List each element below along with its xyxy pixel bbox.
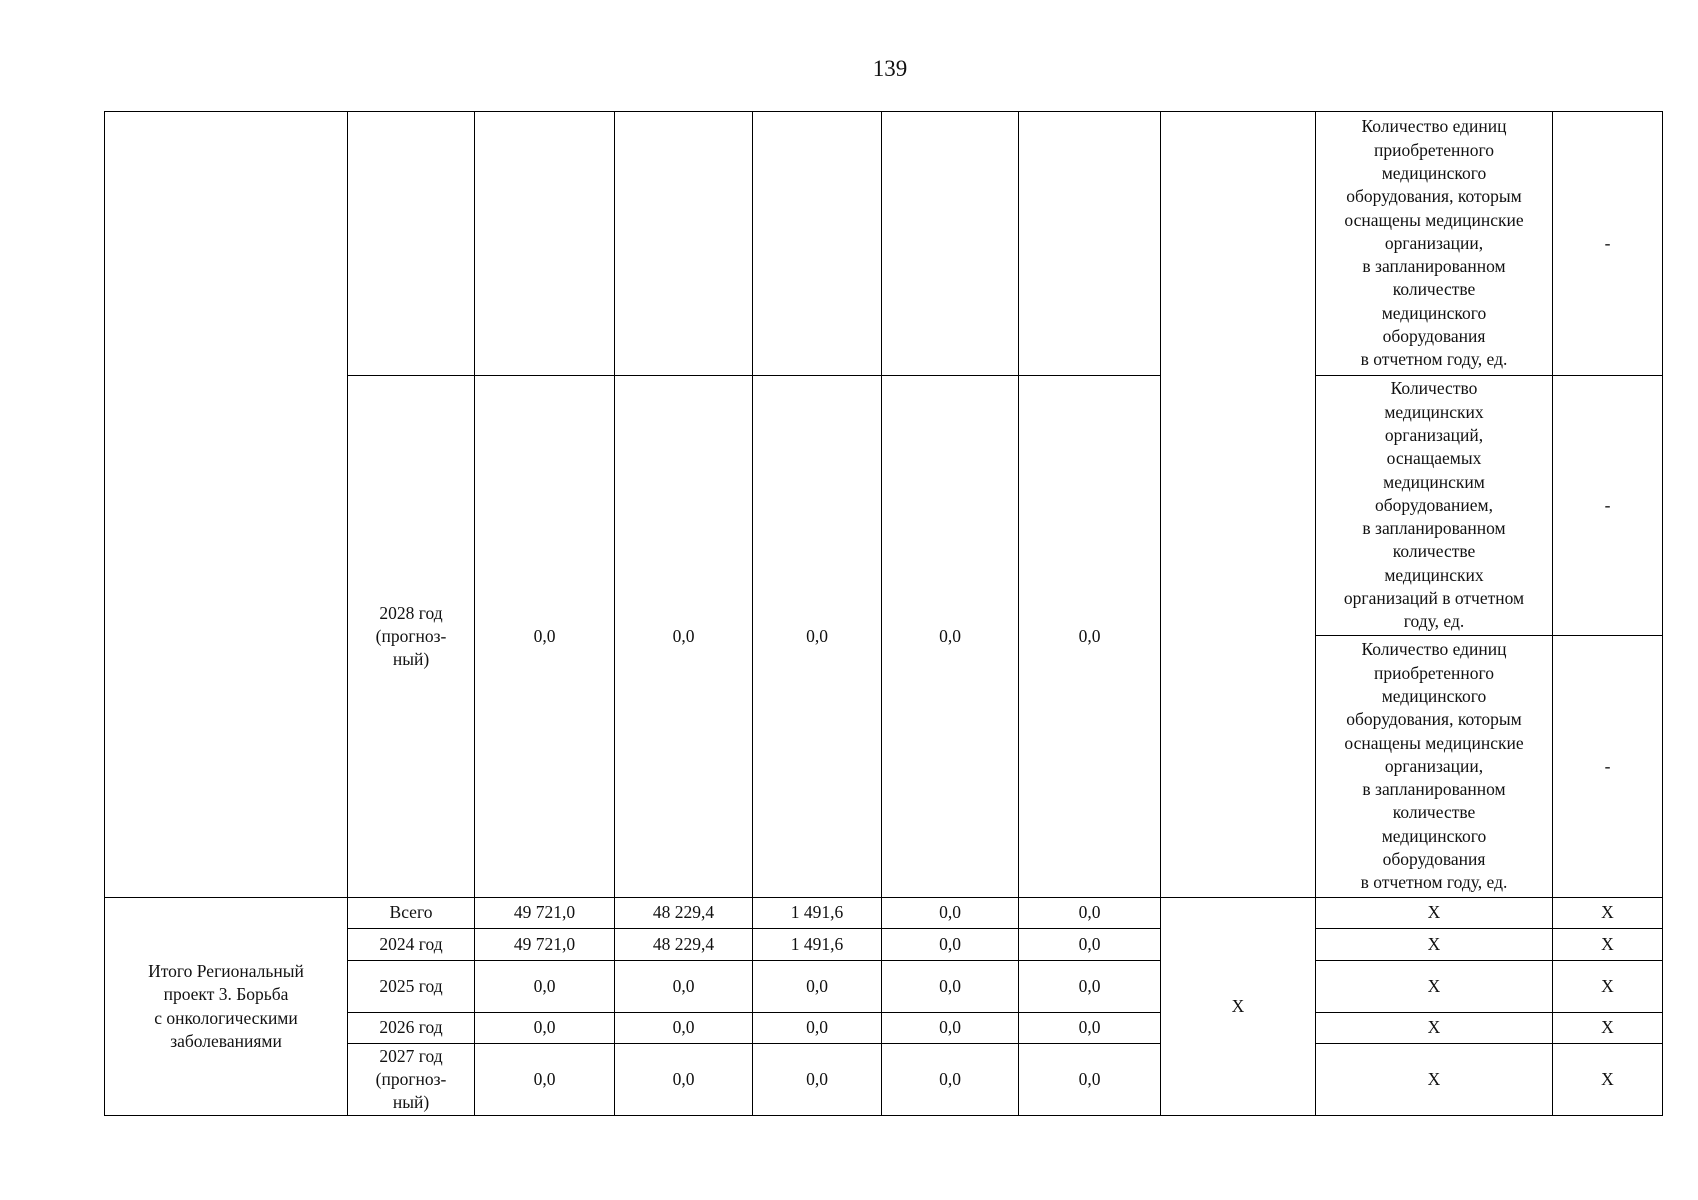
total-project-title: Итого Региональный проект 3. Борьба с онкологическими заболеваниями [105,898,348,1116]
indicator-equipment-text: Количество единиц приобретенного медицинского оборудования, которым оснащены медицинские организации, в запланированном количестве медицинского оборудования в отчетном году, ед. [1316,112,1553,376]
value-cell: 0,0 [882,961,1019,1013]
continued-name-cell [105,112,348,898]
value-cell: 0,0 [882,929,1019,961]
financing-table [104,111,1663,1116]
x-mark: X [1316,1013,1553,1044]
x-mark: X [1553,898,1663,929]
value-cell: 0,0 [615,1013,753,1044]
indicator-value: - [1553,112,1663,376]
continued-year-cell [348,112,475,376]
x-mark: X [1553,1044,1663,1116]
value-cell: 1 491,6 [753,929,882,961]
x-mark: X [1553,1013,1663,1044]
table-row [105,898,1663,929]
value-cell: 0,0 [475,961,615,1013]
value-cell: 0,0 [1019,898,1161,929]
value-cell: 0,0 [615,1044,753,1116]
value-cell: 0,0 [882,898,1019,929]
value-cell: 0,0 [882,376,1019,898]
year-2028-label: 2028 год (прогноз- ный) [348,376,475,898]
x-mark: X [1553,929,1663,961]
value-cell: 48 229,4 [615,898,753,929]
value-cell: 0,0 [1019,376,1161,898]
year-cell: 2027 год (прогноз- ный) [348,1044,475,1116]
value-cell: 1 491,6 [753,898,882,929]
table-row [105,112,1663,376]
year-cell: 2026 год [348,1013,475,1044]
value-cell: 0,0 [753,1044,882,1116]
value-cell: 0,0 [615,376,753,898]
x-mark: X [1161,898,1316,1116]
value-cell: 0,0 [1019,1044,1161,1116]
value-cell: 49 721,0 [475,898,615,929]
value-cell: 0,0 [475,376,615,898]
value-cell: 0,0 [1019,929,1161,961]
x-mark: X [1316,961,1553,1013]
value-cell: 48 229,4 [615,929,753,961]
x-mark: X [1316,929,1553,961]
x-mark: X [1316,1044,1553,1116]
value-cell: 0,0 [615,961,753,1013]
continued-result-cell [1161,112,1316,898]
value-cell: 49 721,0 [475,929,615,961]
value-cell: 0,0 [753,376,882,898]
indicator-value: - [1553,376,1663,636]
indicator-orgs-text: Количество медицинских организаций, оснащаемых медицинским оборудованием, в запланированном количестве медицинских организаций в отчетном году, ед. [1316,376,1553,636]
page-number: 139 [872,56,908,81]
value-cell: 0,0 [475,1013,615,1044]
year-cell: 2025 год [348,961,475,1013]
indicator-value: - [1553,636,1663,898]
year-cell: 2024 год [348,929,475,961]
value-cell: 0,0 [1019,1013,1161,1044]
x-mark: X [1316,898,1553,929]
value-cell: 0,0 [1019,961,1161,1013]
indicator-equipment-text: Количество единиц приобретенного медицинского оборудования, которым оснащены медицинские организации, в запланированном количестве медицинского оборудования в отчетном году, ед. [1316,636,1553,898]
value-cell: 0,0 [753,1013,882,1044]
value-cell: 0,0 [753,961,882,1013]
value-cell: 0,0 [882,1044,1019,1116]
value-cell: 0,0 [882,1013,1019,1044]
value-cell: 0,0 [475,1044,615,1116]
year-cell: Всего [348,898,475,929]
x-mark: X [1553,961,1663,1013]
